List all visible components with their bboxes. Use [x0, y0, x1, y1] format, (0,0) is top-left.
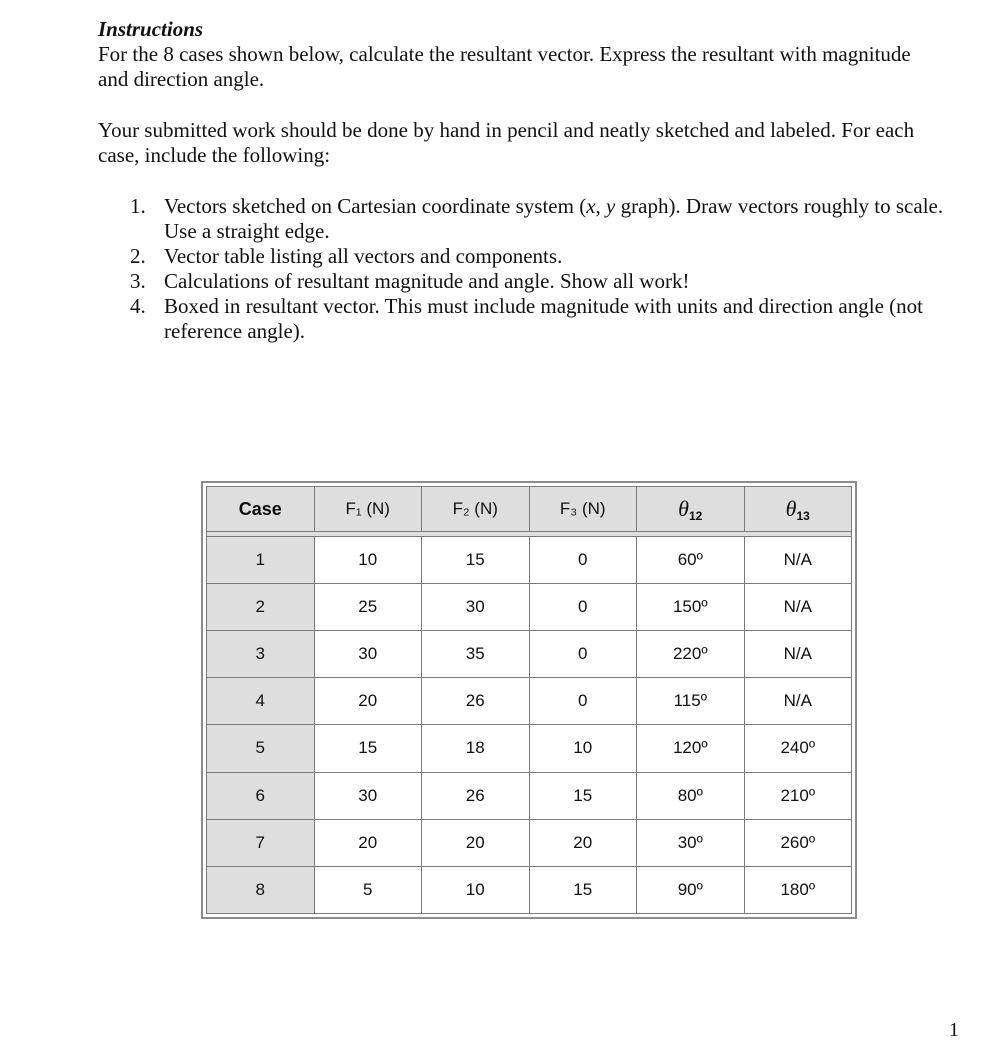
table-row	[207, 866, 852, 913]
cell-case: 1	[207, 537, 315, 584]
step-number: 3.	[130, 269, 146, 293]
cell-f3: 20	[529, 819, 637, 866]
step-text-part: graph). Draw vectors roughly to scale. Use a straight edge.	[164, 194, 944, 243]
cell-f1: 5	[314, 866, 422, 913]
steps-list	[130, 194, 950, 344]
header-case: Case	[207, 487, 315, 532]
step-text-part: Vectors sketched on Cartesian coordinate system (	[164, 194, 587, 218]
cell-theta13: N/A	[744, 678, 852, 725]
cell-f1: 30	[314, 631, 422, 678]
step-item	[130, 269, 950, 294]
cell-theta13: 260º	[744, 819, 852, 866]
cell-f2: 26	[422, 772, 530, 819]
cases-table-frame	[201, 481, 857, 919]
cell-f3: 15	[529, 772, 637, 819]
cell-theta12: 80º	[637, 772, 745, 819]
cell-theta13: 240º	[744, 725, 852, 772]
table-row	[207, 631, 852, 678]
cell-f3: 0	[529, 584, 637, 631]
header-theta12	[637, 487, 745, 532]
cell-f1: 10	[314, 537, 422, 584]
step-text: Calculations of resultant magnitude and angle. Show all work!	[164, 269, 690, 293]
step-y-var: y	[606, 194, 616, 218]
cell-case: 3	[207, 631, 315, 678]
cell-f3: 10	[529, 725, 637, 772]
table-row	[207, 537, 852, 584]
step-text: Boxed in resultant vector. This must include magnitude with units and direction angle (not reference angle).	[164, 294, 923, 343]
cell-theta13: N/A	[744, 584, 852, 631]
table-header-row	[207, 487, 852, 532]
cell-f3: 0	[529, 678, 637, 725]
theta-subscript: 13	[796, 509, 810, 523]
instructions-paragraph-1: For the 8 cases shown below, calculate the resultant vector. Express the resultant with magnitude and direction angle.	[98, 42, 911, 91]
step-item	[130, 194, 950, 244]
step-item	[130, 244, 950, 269]
step-number: 4.	[130, 294, 146, 318]
step-x-var: x	[586, 194, 596, 218]
cell-theta13: 180º	[744, 866, 852, 913]
step-text	[164, 194, 943, 243]
instructions-heading: Instructions	[98, 17, 204, 41]
cell-f1: 30	[314, 772, 422, 819]
cell-f3: 0	[529, 631, 637, 678]
cell-case: 4	[207, 678, 315, 725]
header-theta13	[744, 487, 852, 532]
cell-theta13: N/A	[744, 631, 852, 678]
step-item	[130, 294, 950, 344]
cell-theta12: 220º	[637, 631, 745, 678]
step-number: 1.	[130, 194, 146, 218]
theta-subscript: 12	[688, 509, 703, 523]
cell-f2: 10	[422, 866, 530, 913]
theta-symbol: θ	[678, 496, 689, 521]
step-number: 2.	[130, 244, 146, 268]
header-f3: F₃ (N)	[529, 487, 637, 532]
table-row	[207, 819, 852, 866]
cell-case: 7	[207, 819, 315, 866]
cell-f3: 0	[529, 537, 637, 584]
cell-theta12: 60º	[637, 537, 745, 584]
cell-f2: 26	[422, 678, 530, 725]
cell-f2: 35	[422, 631, 530, 678]
cell-f2: 30	[422, 584, 530, 631]
cell-theta13: N/A	[744, 537, 852, 584]
cell-f1: 20	[314, 678, 422, 725]
cell-theta13: 210º	[744, 772, 852, 819]
cell-theta12: 120º	[637, 725, 745, 772]
cell-f3: 15	[529, 866, 637, 913]
cell-case: 2	[207, 584, 315, 631]
header-f1: F₁ (N)	[314, 487, 422, 532]
cell-case: 5	[207, 725, 315, 772]
table-row	[207, 584, 852, 631]
table-row	[207, 678, 852, 725]
table-row	[207, 772, 852, 819]
cell-f1: 25	[314, 584, 422, 631]
cell-f2: 18	[422, 725, 530, 772]
page-number: 1	[949, 1019, 959, 1041]
cell-case: 8	[207, 866, 315, 913]
cell-f1: 20	[314, 819, 422, 866]
step-comma: ,	[595, 194, 607, 218]
cell-theta12: 150º	[637, 584, 745, 631]
header-f2: F₂ (N)	[422, 487, 530, 532]
cell-f2: 15	[422, 537, 530, 584]
cell-theta12: 90º	[637, 866, 745, 913]
step-text: Vector table listing all vectors and components.	[164, 244, 563, 268]
cell-theta12: 115º	[637, 678, 745, 725]
cell-case: 6	[207, 772, 315, 819]
cell-f1: 15	[314, 725, 422, 772]
table-row	[207, 725, 852, 772]
cases-table	[206, 486, 852, 914]
instructions-paragraph-2: Your submitted work should be done by hand in pencil and neatly sketched and labeled. For each case, include the following:	[98, 118, 915, 167]
cell-theta12: 30º	[637, 819, 745, 866]
theta-symbol: θ	[785, 496, 797, 521]
cell-f2: 20	[422, 819, 530, 866]
